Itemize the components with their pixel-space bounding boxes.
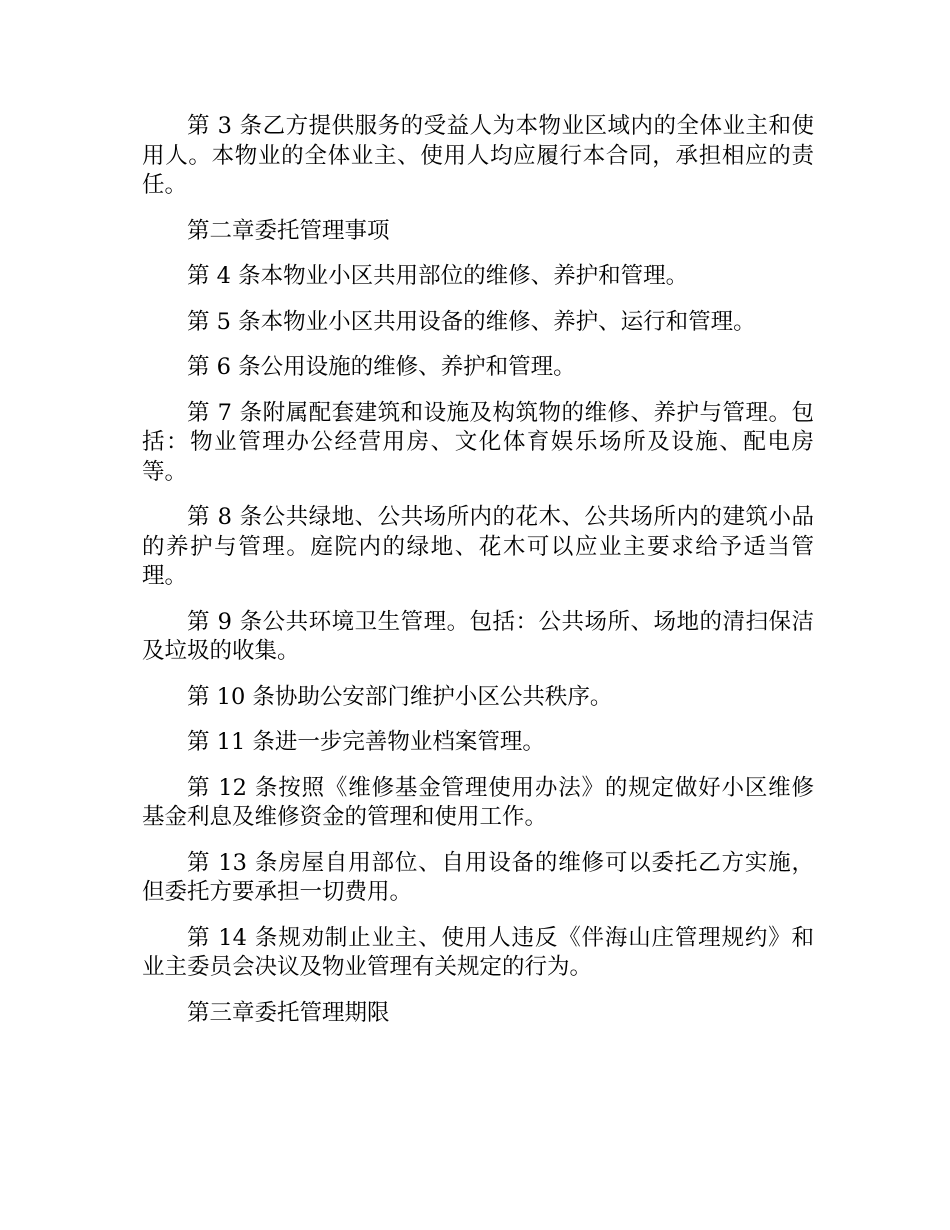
paragraph-article-4: 第 4 条本物业小区共用部位的维修、养护和管理。 [187, 263, 689, 289]
chapter-2-heading: 第二章委托管理事项 [187, 217, 390, 244]
paragraph-article-6: 第 6 条公用设施的维修、养护和管理。 [187, 354, 576, 380]
paragraph-article-3: 第 3 条乙方提供服务的受益人为本物业区域内的全体业主和使用人。本物业的全体业主、使用人均应履行本合同，承担相应的责任。 [142, 113, 814, 198]
paragraph-article-10: 第 10 条协助公安部门维护小区公共秩序。 [187, 683, 613, 710]
paragraph-article-13: 第 13 条房屋自用部位、自用设备的维修可以委托乙方实施，但委托方要承担一切费用。 [142, 849, 814, 905]
document-page [142, 112, 814, 1044]
paragraph-article-9: 第 9 条公共环境卫生管理。包括：公共场所、场地的清扫保洁及垃圾的收集。 [142, 608, 814, 664]
paragraph-article-11: 第 11 条进一步完善物业档案管理。 [187, 729, 545, 755]
paragraph-article-8: 第 8 条公共绿地、公共场所内的花木、公共场所内的建筑小品的养护与管理。庭院内的绿地、花木可以应业主要求给予适当管理。 [142, 504, 814, 589]
paragraph-article-5: 第 5 条本物业小区共用设备的维修、养护、运行和管理。 [187, 308, 756, 335]
chapter-3-heading: 第三章委托管理期限 [187, 999, 390, 1026]
paragraph-article-12: 第 12 条按照《维修基金管理使用办法》的规定做好小区维修基金利息及维修资金的管理和使用工作。 [142, 774, 814, 830]
paragraph-article-7: 第 7 条附属配套建筑和设施及构筑物的维修、养护与管理。包括：物业管理办公经营用房、文化体育娱乐场所及设施、配电房等。 [142, 399, 814, 485]
paragraph-article-14: 第 14 条规劝制止业主、使用人违反《伴海山庄管理规约》和业主委员会决议及物业管理有关规定的行为。 [142, 924, 814, 980]
